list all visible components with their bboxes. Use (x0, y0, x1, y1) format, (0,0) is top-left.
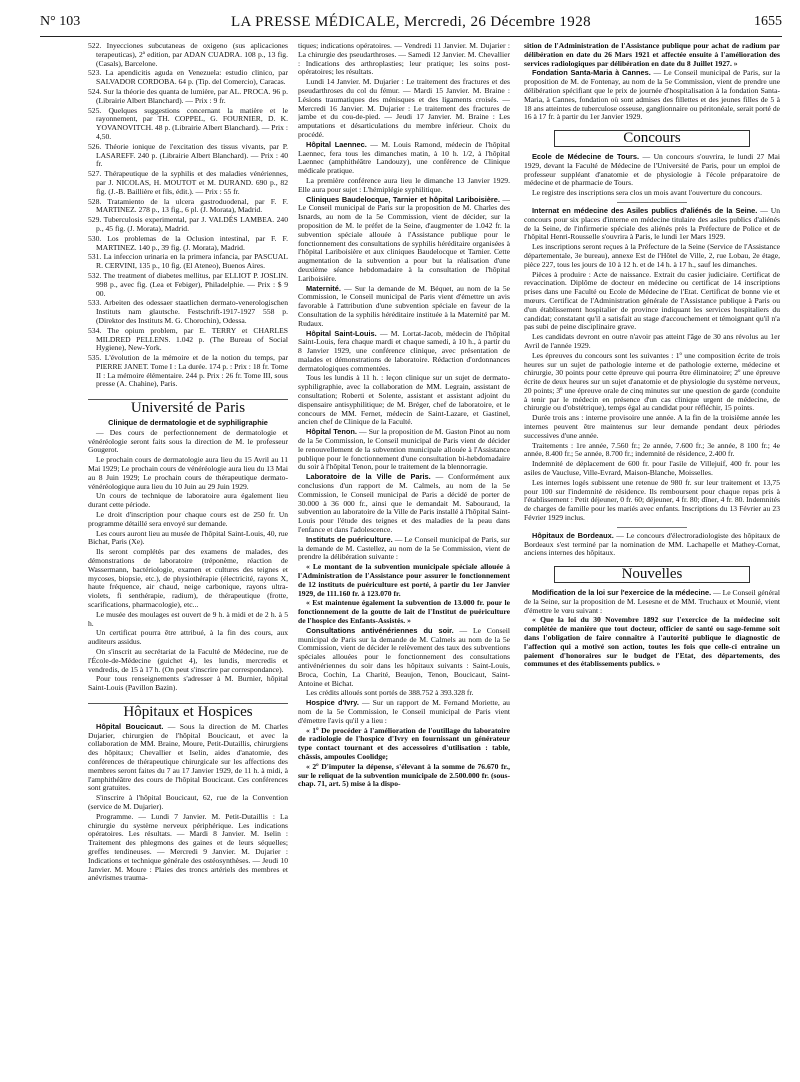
column-3 (524, 42, 780, 1072)
boucicaut-text-0: — Sous la direction de M. Charles Dujarier, chirurgien de l'hôpital Boucicaut, et avec la collaboration de MM. Braine, Moure, Petit-Dutaillis, chirurgiens des hôpitaux; Chevallier et Iselin, aides d'anatomie, des conférences de thérapeutique chirurgicale sur les affections des membres seront faites du 7 au 17 Janvier 1929, de 11 h. à midi, à l'amphithéâtre des cours de l'hôpital Boucicaut. Ces conférences sont gratuites. (88, 721, 288, 793)
clinique-heading: Clinique de dermatologie et de syphiligraphie (108, 418, 268, 428)
clinique-paragraph: Ils seront complétés par des examens de malades, des démonstrations de laboratoire (tréponème, réaction de Wassermann, bactériologie, examen et cultures des teignes et mycoses, biopsie, etc.), de physiothérapie (électricité, rayons X, haute fréquence, air chaud, neige carbonique, rayons ultra-violets, fi senthérapie, radium), de thérapeutique (frotte, scarifications, pharmacologie), etc... (88, 547, 288, 610)
book-entry: 532. The treatment of diabetes mellitus, par ELLIOT P. JOSLIN. 998 p., avec fig. (Lea et Febiger), Philadelphie. — Prix : $ 9 00. (88, 270, 288, 298)
laennec-heading: Hôpital Laennec. (306, 139, 367, 149)
boucicaut-heading: Hôpital Boucicaut. (96, 721, 164, 731)
clinique-paragraph: On s'inscrit au secrétariat de la Faculté de Médecine, rue de l'École-de-Médecine (guichet 4), les lundis, mercredis et vendredis, de 15 à 17 h. (On peut s'inscrire par correspondance). (88, 647, 288, 674)
clinique-text (88, 429, 288, 693)
book-list (88, 42, 288, 389)
issue-number: N° 103 (40, 14, 81, 29)
book-entry: 522. Inyecciones subcutaneas de oxigeno (sus aplicaciones terapeuticas), 2ª edition, par ADAN CUADRA. 108 p., 13 fig. (Casals), Barcelone. (88, 42, 288, 68)
puericulture-text: — Le Conseil municipal de Paris, sur la demande de M. Castellez, au nom de la 5e Commission, vient de prendre la délibération suivante : (298, 534, 510, 562)
boucicaut-cont-2: Lundi 14 Janvier. M. Dujarier : Le traitement des fractures et des pseudarthroses du col du fémur. — Mardi 15 Janvier. M. Braine : Lésions traumatiques des ménisques et des ligaments croisés. — Mercredi 16 Janvier. M. Dujarier : Le traitement des fractures de jambe et du cou-de-pied. — Jeudi 17 Janvier. M. Braine : Les amputations et désarticulations du membre inférieur. Choix du procédé. (298, 77, 510, 139)
clinique-paragraph: Les cours auront lieu au musée de l'hôpital Saint-Louis, 40, rue Bichat, Paris (Xe). (88, 528, 288, 547)
book-entry: 529. Tuberculosis experimental, par J. VALDÉS LAMBEA. 240 p., 45 fig. (J. Morata), Madrid. (88, 215, 288, 233)
book-entry: 531. La infeccion urinaria en la primera infancia, par PASCUAL R. CERVINI, 135 p., 10 fig. (El Ateneo), Buenos Aires. (88, 252, 288, 271)
section-title-universite: Université de Paris (88, 399, 288, 413)
asiles-text-6: Durée trois ans : interne provisoire une année. A la fin de la troisième année les internes peuvent être maintenus sur leur demande pendant deux périodes successives d'une année. (524, 413, 780, 440)
asiles-text-3: Pièces à produire : Acte de naissance. Extrait du casier judiciaire. Certificat de revaccination. Diplôme de docteur en médecine ou certificat de 14 inscriptions prises dans une Faculté ou Ecole de Médecine de l'Etat. Certificat de bonne vie et mœurs. Certificat de l'Administration générale de l'Assistance publique à Paris ou d'un établissement hospitalier de province indiquant les services hospitaliers du candidat; constatant qu'il a satisfait au stage d'accouchement et témoignant qu'il n'a pas subi de peine disciplinaire grave. (524, 269, 780, 332)
book-entry: 523. La apendicitis aguda en Venezuela: estudio clinico, par SALVADOR CORDOBA. 64 p. (Tip. del Comercio), Caracas. (88, 68, 288, 87)
boucicaut-cont: tiques; indications opératoires. — Vendredi 11 Janvier. M. Dujarier : La chirurgie des pseudarthroses. — Samedi 12 Janvier. M. Chevallier : Indications des arthroplasties; leur pratique; les soins post-opératoires; les résultats. (298, 42, 510, 77)
stlouis-heading: Hôpital Saint-Louis. (306, 328, 377, 338)
journal-title: LA PRESSE MÉDICALE, Mercredi, 26 Décembre 1928 (230, 14, 591, 30)
bordeaux-text: — Le concours d'électroradiologiste des hôpitaux de Bordeaux s'est terminé par la nomination de MM. Lachapelle et Mathey-Cornat, anciens internes des hôpitaux. (524, 530, 780, 558)
tours-text-2: Le registre des inscriptions sera clos un mois avant l'ouverture du concours. (532, 188, 762, 198)
tenon-text: — Sur la proposition de M. Gaston Pinot au nom de la 5e Commission, le Conseil municipal de Paris vient de décider le renouvellement de la subvention municipale allouée à l'Assistance publique pour le fonctionnement d'une consultation bi-hebdomadaire du soir à l'hôpital Tenon, pour le traitement de la blennorragie. (298, 427, 510, 472)
clinique-paragraph: Le musée des moulages est ouvert de 9 h. à midi et de 2 h. à 5 h. (88, 609, 288, 628)
section-title-hopitaux: Hôpitaux et Hospices (88, 703, 288, 717)
stlouis-text: — M. Lortat-Jacob, médecin de l'hôpital Saint-Louis, fera chaque mardi et chaque samedi, à 10 h., à partir du 8 Janvier 1929, une conférence clinique, avec présentation de malades et démonstrations de laboratoire. Rédaction d'ordonnances dermatologiques commentées. (298, 328, 510, 373)
book-entry: 528. Tratamiento de la ulcera gastroduodenal, par F. F. MARTINEZ. 278 p., 13 fig., 6 pl. (J. Morata), Madrid. (88, 196, 288, 215)
clinique-paragraph: Pour tous renseignements s'adresser à M. Burnier, hôpital Saint-Louis (Pavillon Bazin). (88, 674, 288, 693)
bordeaux-heading: Hôpitaux de Bordeaux. (532, 530, 614, 540)
column-2 (298, 42, 510, 1072)
loi-text: — Le Conseil général de la Seine, sur la proposition de M. Lesesne et de MM. Truchaux et Mounié, vient d'émettre le vœu suivant : (524, 588, 780, 615)
asiles-text-4: Les candidats devront en outre n'avoir pas atteint l'âge de 30 ans révolus au 1er Avril de l'année 1929. (524, 332, 780, 350)
divider (617, 527, 687, 528)
laennec-text: — M. Louis Ramond, médecin de l'hôpital Laennec, fera tous les dimanches matin, à 10 h. 1/2, à l'hôpital Laennec (amphithéâtre Landouzy), une conférence de Clinique médicale pratique. (298, 139, 510, 176)
ivry-cont: sition de l'Administration de l'Assistance publique pour achat de radium par délibération en date du 26 Mars 1921 et affectée ensuite à l'amélioration des services radiologiques par délibération en date du 8 Juillet 1927. » (524, 42, 780, 68)
ivry-text-2: « 1º De procéder à l'amélioration de l'outillage du laboratoire de radiologie de l'hospice d'Ivry en fournissant un générateur type contact tournant et des accessoires d'utilisation : table, châssis, ampoules Coolidge; (298, 725, 510, 761)
baudelocque-heading: Cliniques Baudelocque, Tarnier et hôpital Lariboisière. (306, 194, 500, 204)
book-entry: 527. Thérapeutique de la syphilis et des maladies vénériennes, par J. NICOLAS, H. MOUTOT et M. DURAND. 690 p., 82 fig. (J.-B. Baillière et fils, édit.). — Prix : 55 fr. (88, 169, 288, 196)
book-entry: 533. Arbeiten des odessaer staatlichen dermato-venerologischen Instituts nam glautsche. Festschrift-1917-1927 558 p. (Direktor des Instituts M. G. Chorochin), Odessa. (88, 298, 288, 325)
page-header (40, 12, 782, 37)
ivry-text-3: « 2º D'imputer la dépense, s'élevant à la somme de 76.670 fr., sur le reliquat de la subvention municipale de 2.500.000 fr. (sous-chap. 71, art. 5) mise à la dispo- (298, 761, 510, 789)
book-entry: 526. Théorie ionique de l'excitation des tissus vivants, par P. LASAREFF. 240 p. (Librairie Albert Blanchard). — Prix : 40 fr. (88, 141, 288, 169)
clinique-paragraph: — Des cours de perfectionnement de dermatologie et vénéréologie seront faits sous la direction de M. le professeur Gougerot. (88, 427, 288, 455)
page-number: 1655 (754, 14, 782, 29)
book-entry: 525. Quelques suggestions concernant la matière et le rayonnement, par TH. COPPEL, G. FOURNIER, D. K. YOVANOVITCH. 48 p. (Librairie Albert Blanchard). — Prix : 4,50. (88, 105, 288, 141)
clinique-paragraph: Un cours de technique de laboratoire aura également lieu durant cette période. (88, 491, 288, 510)
section-title-nouvelles: Nouvelles (554, 566, 750, 583)
baudelocque-text: — Le Conseil municipal de Paris sur la proposition de M. Charles des Isnards, au nom de la 5e Commission, vient de décider, sur la proposition de M. le préfet de la Seine, d'augmenter de 1.042 fr. la subvention spéciale allouée à l'Assistance publique pour le fonctionnement des consultations de syphilis héréditaire organisées à l'hôpital Lariboisière et aux cliniques Baudelocque et Tarnier. Cette augmentation de la subvention a pour but la réalisation d'une deuxième séance hebdomadaire à la consultation de l'hôpital Lariboisière. (298, 194, 510, 283)
antiv-text-2: Les crédits alloués sont portés de 388.752 à 393.328 fr. (306, 688, 474, 698)
book-entry: 530. Los problemas de la Oclusion intestinal, par F. F. MARTINEZ. 140 p., 39 fig. (J. Morata), Madrid. (88, 233, 288, 252)
divider (617, 202, 687, 203)
asiles-text-2: Les inscriptions seront reçues à la Préfecture de la Seine (Service de l'Assistance départementale, 3e bureau), annexe Est de l'Hôtel de Ville, 2, rue Lobau, 2e étage, pièce 227, tous les jours de 10 à 12 h. et de 14 h. à 17 h., sauf les dimanches. (524, 242, 780, 269)
loi-text-2: « Que la loi du 30 Novembre 1892 sur l'exercice de la médecine soit complétée de manière que tout docteur, officier de santé ou sage-femme soit dans l'obligation de faire connaître à l'autorité publique le diagnostic de l'affection qui a motivé son action, toutes les fois que celle-ci entraîne un paiement d'honoraires sur le budget de l'Etat, des départements, des communes et des établissements publics. » (524, 615, 780, 669)
puericulture-heading: Instituts de puériculture. (306, 534, 393, 544)
asiles-text-8: Indemnité de déplacement de 600 fr. pour l'asile de Villejuif, 400 fr. pour les asiles de Vaucluse, Ville-Evrard, Maison-Blanche, Moisselles. (524, 459, 780, 478)
tours-heading: Ecole de Médecine de Tours. (532, 151, 640, 161)
section-title-concours: Concours (554, 130, 750, 147)
asiles-text: — Un concours pour six places d'interne en médecine titulaire des asiles publics d'aliénés de la Seine, de l'infirmerie spéciale des aliénés près la Préfecture de Police et de l'hôpital Henri-Rousselle s'ouvrira à Paris, le lundi 1er Mars 1929. (524, 205, 780, 242)
puericulture-text-3: « Est maintenue également la subvention de 13.000 fr. pour le fonctionnement de la goutte de lait de l'Institut de puériculture de l'hospice des Enfants-Assistés. » (298, 598, 510, 625)
maternite-heading: Maternité. (306, 283, 341, 293)
boucicaut-text-2: Programme. — Lundi 7 Janvier. M. Petit-Dutaillis : La chirurgie du système nerveux périphérique. Les indications opératoires. Les résultats. — Mardi 8 Janvier. M. Iselin : Traitement des phlegmons des gaines et de leurs séquelles; greffes tendineuses. — Mercredi 9 Janvier. M. Dujarier : Indications et technique générale des ostéosynthèses. — Jeudi 10 Janvier. M. Moure : Plaies des troncs artériels des membres et anévrismes trauma- (88, 811, 288, 883)
clinique-paragraph: Un certificat pourra être attribué, à la fin des cours, aux auditeurs assidus. (88, 628, 288, 647)
asiles-text-5: Les épreuves du concours sont les suivantes : 1º une composition écrite de trois heures sur un sujet de pathologie interne et de pathologie externe, médecine et chirurgie, 30 points pour cette épreuve qui pourra être éliminatoire; 2º une épreuve écrite de deux heures sur un sujet d'anatomie et de physiologie du système nerveux, 20 points; 3º une épreuve orale de cinq minutes sur une question de garde (conduite à tenir par le médecin en présence d'un cas clinique urgent de médecine, de chirurgie ou d'obstétrique), temps égal au candidat pour réfléchir, 15 points. (524, 350, 780, 413)
tenon-heading: Hôpital Tenon. (306, 427, 357, 437)
antiv-heading: Consultations antivénériennes du soir. (306, 625, 454, 635)
puericulture-text-2: « Le montant de la subvention municipale spéciale allouée à l'Administration de l'Assistance pour assurer le fonctionnement de 12 instituts de puériculture est porté, à partir du 1er Janvier 1929, de 111.160 fr. à 123.070 fr. (298, 562, 510, 598)
asiles-heading: Internat en médecine des Asiles publics d'aliénés de la Seine. (532, 205, 758, 215)
ivry-text: — Sur un rapport de M. Fernand Moriette, au nom de la 5e Commission, le Conseil municipal de Paris vient d'émettre l'avis qu'il y a lieu : (298, 698, 510, 725)
maternite-text: — Sur la demande de M. Béquet, au nom de la 5e Commission, le Conseil municipal de Paris vient d'émettre un avis favorable à l'attribution d'une subvention spéciale en faveur de la Consultation de la syphilis héréditaire instituée à la Maternité par M. Rudaux. (298, 283, 510, 328)
asiles-text-9: Les internes logés subissent une retenue de 980 fr. sur leur traitement et 13,75 pour 100 sur l'indemnité de résidence. Ils remboursent pour chaque repas pris à l'établissement : Petit déjeuner, 0 fr. 60; déjeuner, 4 fr. 80; dîner, 4 fr. 80. Indemnités de charges de famille pour les mariés avec enfants. Inscriptions du 13 Février au 23 Février 1929 inclus. (524, 477, 780, 523)
cannes-text: — Le Conseil municipal de Paris, sur la proposition de M. de Fontenay, au nom de la 5e Commission, vient de prendre une délibération spécifiant que le prix de journée d'hospitalisation à la fondation Santa-Maria, à Cannes, fondation où sont admises des fillettes et des jeunes filles de 5 à 18 ans atteintes de tuberculose osseuse, ganglionnaire ou péritonéale, serait porté de 16 à 17 fr. à partir du 1er Janvier 1929. (524, 68, 780, 122)
boucicaut-text-1: S'inscrire à l'hôpital Boucicaut, 62, rue de la Convention (service de M. Dujarier). (88, 793, 288, 811)
labo-text: — Conformément aux conclusions d'un rapport de M. Calmels, au nom de la 5e Commission, le Conseil municipal de Paris a décidé de porter de 30.000 à 36 000 fr., ainsi que le demandait M. Sabouraud, la subvention au laboratoire de la Ville de Paris installé à l'hôpital Saint-Louis pour l'étude des teignes et des maladies de la peau dans l'enfance et dans l'adolescence. (298, 472, 510, 535)
tours-text: — Un concours s'ouvrira, le lundi 27 Mai 1929, devant la Faculté de Médecine de l'Université de Paris, pour un emploi de professeur suppléant d'anatomie et de physiologie à l'école préparatoire de médecine et de pharmacie de Tours. (524, 151, 780, 188)
book-entry: 534. The opium problem, par E. TERRY et CHARLES MILDRED PELLENS. 1.042 p. (The Bureau of Social Hygiene), New-York. (88, 325, 288, 353)
labo-heading: Laboratoire de la Ville de Paris. (306, 472, 431, 482)
ivry-heading: Hospice d'Ivry. (306, 698, 359, 708)
laennec-text-2: La première conférence aura lieu le dimanche 13 Janvier 1929. Elle aura pour sujet : L'hémiplégie syphilitique. (298, 175, 510, 194)
antiv-text: — Le Conseil municipal de Paris sur la demande de M. Calmels au nom de la 5e Commission, vient de décider le relèvement des taux des subventions spéciales allouées pour le fonctionnement des consultations antivénériennes du soir dans les hôpitaux suivants : Saint-Louis, Broca, Cochin, La Charité, Beaujon, Tenon, Boucicaut, Saint-Antoine et Bichat. (298, 625, 510, 688)
book-entry: 535. L'évolution de la mémoire et de la notion du temps, par PIERRE JANET. Tome I : La durée. 174 p. : Prix : 18 fr. Tome II : La mémoire élémentaire. 244 p. Prix : 26 fr. Tome III, sous presse (A. Chahine), Paris. (88, 353, 288, 389)
clinique-paragraph: Le droit d'inscription pour chaque cours est de 250 fr. Un programme détaillé sera envoyé sur demande. (88, 510, 288, 528)
asiles-text-7: Traitements : 1re année, 7.560 fr.; 2e année, 7.600 fr.; 3e année, 8 100 fr.; 4e année, 8.400 fr.; 5e année, 8.700 fr.; indemnité de résidence, 2.400 fr. (524, 440, 780, 459)
column-1 (88, 42, 288, 1072)
book-entry: 524. Sur la théorie des quanta de lumière, par AL. PROCA. 96 p. (Librairie Albert Blanchard). — Prix : 9 fr. (88, 86, 288, 105)
clinique-paragraph: Le prochain cours de dermatologie aura lieu du 15 Avril au 11 Mai 1929; Le prochain cours de vénéréologie aura lieu du 13 Mai au 8 Juin 1929; Le prochain cours de thérapeutique dermato-vénéréologique aura lieu du 10 Juin au 29 Juin 1929. (88, 455, 288, 491)
stlouis-text-2: Tous les lundis à 11 h. : leçon clinique sur un sujet de dermato-syphiligraphie, avec la collaboration de MM. Legrain, assistant de consultation; Roberti et Solente, assistant et assistant adjoint du dispensaire antisyphilitique; de M. Bréger, chef de laboratoire, et le concours de MM. Fernet, médecin de Saint-Lazare, et Gastinel, ancien chef de Clinique de la Faculté. (298, 373, 510, 427)
cannes-heading: Fondation Santa-Maria à Cannes. (532, 68, 651, 78)
loi-heading: Modification de la loi sur l'exercice de la médecine. (532, 588, 712, 598)
